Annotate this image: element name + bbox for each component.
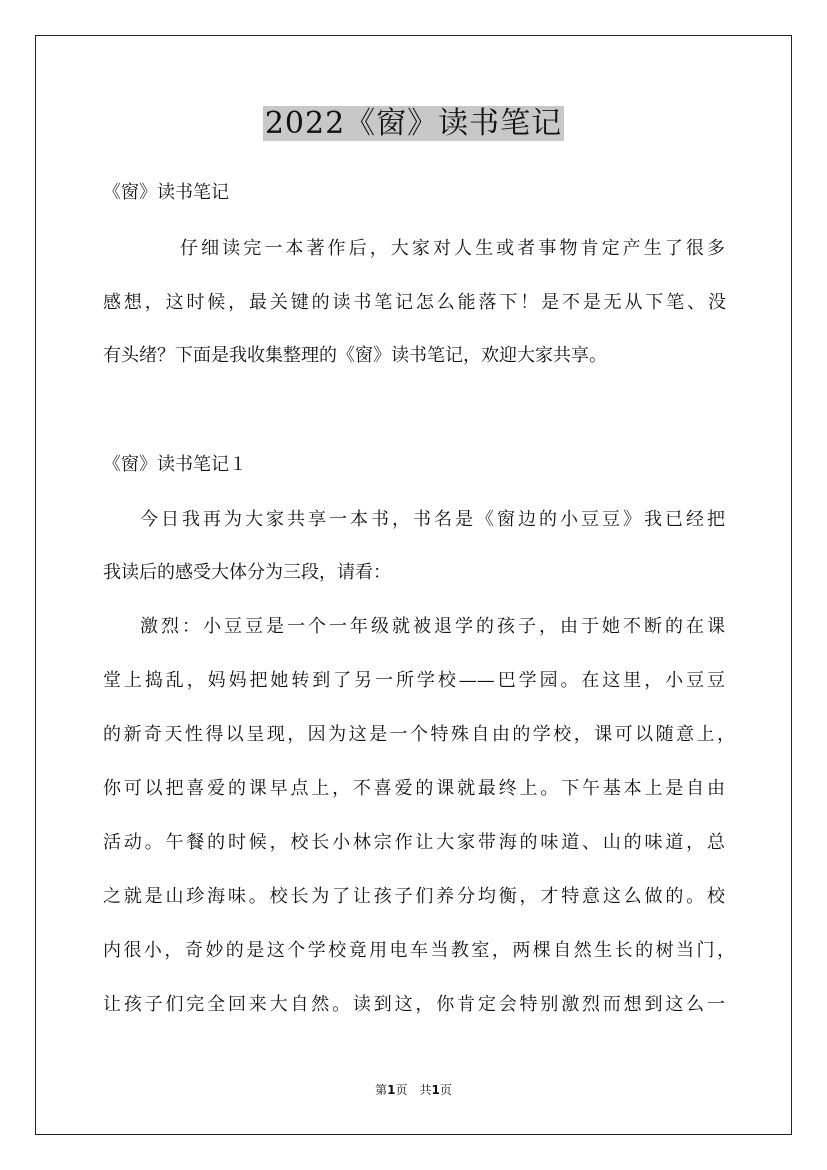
paragraph-line: 活动。午餐的时候，校长小林宗作让大家带海的味道、山的味道，总 — [103, 832, 725, 853]
paragraph-line: 你可以把喜爱的课早点上，不喜爱的课就最终上。下午基本上是自由 — [103, 778, 725, 799]
footer-page-suffix: 页 — [439, 1083, 452, 1097]
paragraph-line: 有头绪？下面是我收集整理的《窗》读书笔记，欢迎大家共享。 — [103, 345, 607, 366]
paragraph-line: 感想，这时候，最关键的读书笔记怎么能落下！是不是无从下笔、没 — [103, 292, 726, 313]
paragraph-line: 我读后的感受大体分为三段，请看： — [103, 562, 391, 583]
paragraph-line: 今日我再为大家共享一本书，书名是《窗边的小豆豆》我已经把 — [140, 509, 725, 530]
paragraph-line: 堂上捣乱，妈妈把她转到了另一所学校——巴学园。在这里，小豆豆 — [103, 670, 725, 691]
footer-page-number: 1 — [387, 1083, 396, 1097]
subtitle-line: 《窗》读书笔记 — [103, 182, 229, 203]
paragraph-line: 的新奇天性得以呈现，因为这是一个特殊自由的学校，课可以随意上， — [103, 724, 735, 745]
document-title-text: 2022《窗》读书笔记 — [264, 106, 563, 141]
paragraph-line: 让孩子们完全回来大自然。读到这，你肯定会特别激烈而想到这么一 — [103, 994, 725, 1015]
paragraph-line: 仔细读完一本著作后，大家对人生或者事物肯定产生了很多 — [180, 238, 725, 259]
paragraph-line: 内很小，奇妙的是这个学校竟用电车当教室，两棵自然生长的树当门， — [103, 940, 735, 961]
document-title — [0, 105, 827, 143]
paragraph-line: 激烈：小豆豆是一个一年级就被退学的孩子，由于她不断的在课 — [140, 616, 725, 637]
page-footer — [0, 1082, 827, 1098]
footer-page-prefix: 第 — [375, 1083, 388, 1097]
section-heading: 《窗》读书笔记１ — [103, 454, 247, 475]
footer-page-middle: 页 共 — [395, 1083, 432, 1097]
footer-total-pages: 1 — [431, 1083, 440, 1097]
paragraph-line: 之就是山珍海味。校长为了让孩子们养分均衡，才特意这么做的。校 — [103, 886, 725, 907]
